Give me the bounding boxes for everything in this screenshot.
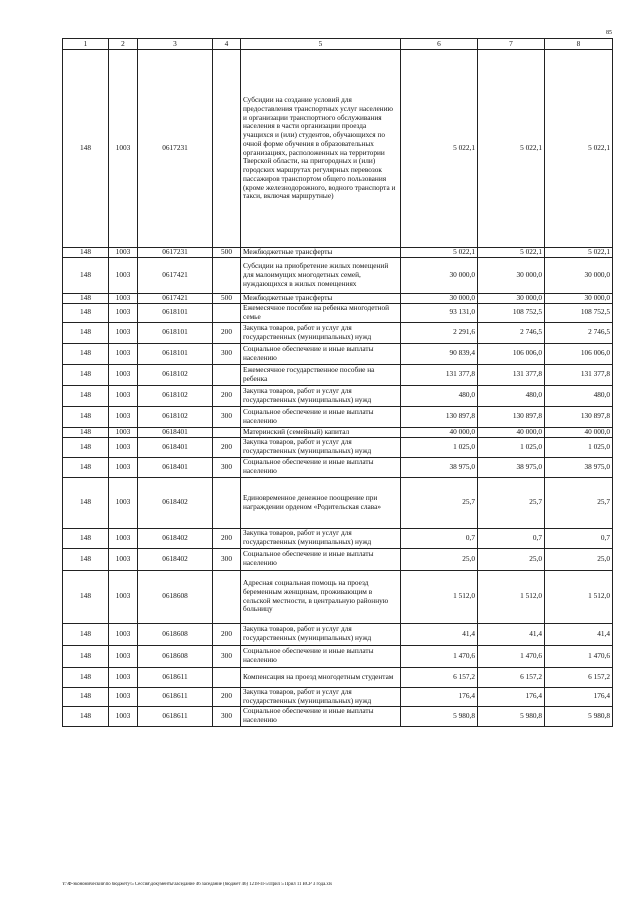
cell-value-7: 41,4 [478, 623, 545, 645]
cell-value-6: 131 377,8 [401, 364, 478, 385]
cell-expense-type: 200 [213, 687, 241, 706]
cell-description: Субсидии на создание условий для предоставления транспортных услуг населению и организации транспортного обслуживания населения в части организации проезда учащихся и (или) студентов, обучающихся по очной форме обучения в образовательных организациях, расположенных на территории Тверской области, на пригородных и (или) городских маршрутах регулярных перевозок пассажиров транспортом общего пользования (кроме железнодорожного, водного транспорта и такси, включая маршрутные) [241, 50, 401, 248]
table-row [63, 248, 613, 258]
cell-admin-code: 148 [63, 343, 109, 364]
cell-value-6: 1 025,0 [401, 437, 478, 457]
cell-description: Закупка товаров, работ и услуг для государственных (муниципальных) нужд [241, 528, 401, 548]
cell-target-code: 0618611 [138, 687, 213, 706]
cell-value-6: 130 897,8 [401, 406, 478, 427]
cell-admin-code: 148 [63, 385, 109, 406]
cell-admin-code: 148 [63, 437, 109, 457]
cell-value-8: 176,4 [545, 687, 613, 706]
col-header: 2 [109, 39, 138, 50]
table-row [63, 477, 613, 528]
table-row [63, 427, 613, 437]
cell-description: Социальное обеспечение и иные выплаты населению [241, 548, 401, 570]
col-header: 5 [241, 39, 401, 50]
cell-description: Закупка товаров, работ и услуг для государственных (муниципальных) нужд [241, 385, 401, 406]
cell-value-6: 2 291,6 [401, 322, 478, 343]
table-row [63, 706, 613, 726]
cell-value-7: 5 980,8 [478, 706, 545, 726]
cell-expense-type: 300 [213, 645, 241, 667]
cell-target-code: 0618102 [138, 385, 213, 406]
cell-description: Компенсация на проезд многодетным студентам [241, 667, 401, 687]
cell-description: Единовременное денежное поощрение при награждении орденом «Родительская слава» [241, 477, 401, 528]
cell-description: Социальное обеспечение и иные выплаты населению [241, 645, 401, 667]
cell-section-code: 1003 [109, 343, 138, 364]
cell-target-code: 0618611 [138, 667, 213, 687]
cell-value-8: 25,7 [545, 477, 613, 528]
cell-description: Адресная социальная помощь на проезд беременным женщинам, проживающим в сельской местности, в центральную районную больницу [241, 570, 401, 623]
cell-value-7: 5 022,1 [478, 248, 545, 258]
cell-expense-type [213, 258, 241, 294]
table-row [63, 645, 613, 667]
cell-expense-type: 300 [213, 706, 241, 726]
cell-section-code: 1003 [109, 645, 138, 667]
cell-expense-type: 500 [213, 294, 241, 304]
cell-value-7: 176,4 [478, 687, 545, 706]
cell-value-8: 130 897,8 [545, 406, 613, 427]
cell-target-code: 0617231 [138, 50, 213, 248]
cell-description: Закупка товаров, работ и услуг для государственных (муниципальных) нужд [241, 437, 401, 457]
cell-value-6: 176,4 [401, 687, 478, 706]
cell-expense-type: 200 [213, 623, 241, 645]
cell-value-8: 106 006,0 [545, 343, 613, 364]
table-row [63, 667, 613, 687]
cell-value-7: 480,0 [478, 385, 545, 406]
cell-target-code: 0618401 [138, 427, 213, 437]
cell-expense-type [213, 570, 241, 623]
cell-value-7: 131 377,8 [478, 364, 545, 385]
cell-expense-type: 200 [213, 385, 241, 406]
cell-value-7: 0,7 [478, 528, 545, 548]
cell-value-8: 5 980,8 [545, 706, 613, 726]
cell-value-6: 1 470,6 [401, 645, 478, 667]
cell-admin-code: 148 [63, 477, 109, 528]
cell-target-code: 0618402 [138, 528, 213, 548]
cell-value-7: 5 022,1 [478, 50, 545, 248]
cell-target-code: 0617231 [138, 248, 213, 258]
cell-target-code: 0618608 [138, 570, 213, 623]
cell-value-8: 38 975,0 [545, 457, 613, 477]
cell-value-8: 108 752,5 [545, 304, 613, 323]
cell-value-8: 131 377,8 [545, 364, 613, 385]
cell-description: Ежемесячное пособие на ребенка многодетной семье [241, 304, 401, 323]
cell-description: Социальное обеспечение и иные выплаты населению [241, 706, 401, 726]
table-row [63, 343, 613, 364]
table-row [63, 50, 613, 248]
cell-value-6: 480,0 [401, 385, 478, 406]
cell-value-8: 5 022,1 [545, 50, 613, 248]
cell-admin-code: 148 [63, 258, 109, 294]
cell-target-code: 0618401 [138, 457, 213, 477]
cell-value-6: 5 022,1 [401, 50, 478, 248]
cell-admin-code: 148 [63, 706, 109, 726]
cell-admin-code: 148 [63, 50, 109, 248]
cell-expense-type [213, 667, 241, 687]
col-header: 8 [545, 39, 613, 50]
cell-expense-type [213, 364, 241, 385]
cell-value-7: 30 000,0 [478, 258, 545, 294]
table-row [63, 528, 613, 548]
cell-value-6: 0,7 [401, 528, 478, 548]
cell-admin-code: 148 [63, 623, 109, 645]
cell-description: Субсидии на приобретение жилых помещений для малоимущих многодетных семей, нуждающихся в жилых помещениях [241, 258, 401, 294]
cell-admin-code: 148 [63, 304, 109, 323]
cell-value-6: 38 975,0 [401, 457, 478, 477]
table-row [63, 687, 613, 706]
cell-admin-code: 148 [63, 528, 109, 548]
cell-expense-type: 300 [213, 406, 241, 427]
col-header: 4 [213, 39, 241, 50]
cell-target-code: 0617421 [138, 294, 213, 304]
cell-value-7: 130 897,8 [478, 406, 545, 427]
cell-target-code: 0618402 [138, 477, 213, 528]
cell-section-code: 1003 [109, 528, 138, 548]
table-row [63, 437, 613, 457]
cell-section-code: 1003 [109, 548, 138, 570]
cell-value-8: 2 746,5 [545, 322, 613, 343]
cell-target-code: 0618611 [138, 706, 213, 726]
cell-admin-code: 148 [63, 427, 109, 437]
table-row [63, 623, 613, 645]
cell-section-code: 1003 [109, 258, 138, 294]
cell-description: Межбюджетные трансферты [241, 248, 401, 258]
cell-description: Материнский (семейный) капитал [241, 427, 401, 437]
cell-admin-code: 148 [63, 687, 109, 706]
cell-description: Закупка товаров, работ и услуг для государственных (муниципальных) нужд [241, 322, 401, 343]
cell-section-code: 1003 [109, 364, 138, 385]
cell-expense-type: 200 [213, 322, 241, 343]
cell-admin-code: 148 [63, 570, 109, 623]
cell-value-8: 1 470,6 [545, 645, 613, 667]
cell-section-code: 1003 [109, 570, 138, 623]
col-header: 6 [401, 39, 478, 50]
cell-target-code: 0618101 [138, 304, 213, 323]
table-row [63, 322, 613, 343]
cell-value-8: 0,7 [545, 528, 613, 548]
table-row [63, 304, 613, 323]
cell-admin-code: 148 [63, 322, 109, 343]
cell-expense-type: 500 [213, 248, 241, 258]
cell-section-code: 1003 [109, 294, 138, 304]
cell-section-code: 1003 [109, 687, 138, 706]
cell-value-7: 25,7 [478, 477, 545, 528]
cell-target-code: 0618402 [138, 548, 213, 570]
cell-section-code: 1003 [109, 322, 138, 343]
cell-value-8: 6 157,2 [545, 667, 613, 687]
cell-value-7: 108 752,5 [478, 304, 545, 323]
cell-expense-type: 200 [213, 437, 241, 457]
cell-section-code: 1003 [109, 427, 138, 437]
cell-target-code: 0618102 [138, 406, 213, 427]
table-row [63, 364, 613, 385]
cell-description: Ежемесячное государственное пособие на ребенка [241, 364, 401, 385]
cell-value-7: 40 000,0 [478, 427, 545, 437]
cell-target-code: 0618608 [138, 645, 213, 667]
cell-expense-type [213, 304, 241, 323]
table-row [63, 570, 613, 623]
cell-section-code: 1003 [109, 406, 138, 427]
cell-admin-code: 148 [63, 667, 109, 687]
cell-admin-code: 148 [63, 294, 109, 304]
cell-section-code: 1003 [109, 706, 138, 726]
cell-expense-type: 300 [213, 343, 241, 364]
table-row [63, 258, 613, 294]
cell-value-7: 1 512,0 [478, 570, 545, 623]
cell-value-7: 1 470,6 [478, 645, 545, 667]
cell-value-8: 1 025,0 [545, 437, 613, 457]
col-header: 3 [138, 39, 213, 50]
cell-value-8: 30 000,0 [545, 258, 613, 294]
table-row [63, 294, 613, 304]
cell-value-6: 5 022,1 [401, 248, 478, 258]
cell-admin-code: 148 [63, 406, 109, 427]
cell-value-7: 30 000,0 [478, 294, 545, 304]
header-row [63, 39, 613, 50]
col-header: 1 [63, 39, 109, 50]
cell-target-code: 0617421 [138, 258, 213, 294]
cell-admin-code: 148 [63, 645, 109, 667]
cell-section-code: 1003 [109, 667, 138, 687]
cell-value-8: 41,4 [545, 623, 613, 645]
cell-value-8: 1 512,0 [545, 570, 613, 623]
cell-value-6: 25,7 [401, 477, 478, 528]
cell-value-8: 5 022,1 [545, 248, 613, 258]
cell-section-code: 1003 [109, 304, 138, 323]
cell-target-code: 0618401 [138, 437, 213, 457]
cell-expense-type [213, 427, 241, 437]
cell-value-7: 1 025,0 [478, 437, 545, 457]
cell-expense-type: 300 [213, 457, 241, 477]
cell-description: Закупка товаров, работ и услуг для государственных (муниципальных) нужд [241, 623, 401, 645]
cell-value-6: 25,0 [401, 548, 478, 570]
cell-target-code: 0618101 [138, 322, 213, 343]
table-row [63, 457, 613, 477]
cell-target-code: 0618608 [138, 623, 213, 645]
cell-section-code: 1003 [109, 437, 138, 457]
cell-value-7: 25,0 [478, 548, 545, 570]
cell-value-6: 41,4 [401, 623, 478, 645]
table-row [63, 406, 613, 427]
cell-expense-type [213, 50, 241, 248]
cell-value-6: 1 512,0 [401, 570, 478, 623]
cell-admin-code: 148 [63, 364, 109, 385]
cell-section-code: 1003 [109, 477, 138, 528]
cell-expense-type: 200 [213, 528, 241, 548]
cell-description: Социальное обеспечение и иные выплаты населению [241, 406, 401, 427]
cell-value-7: 38 975,0 [478, 457, 545, 477]
cell-section-code: 1003 [109, 50, 138, 248]
cell-value-8: 25,0 [545, 548, 613, 570]
page-number: 85 [606, 30, 612, 36]
cell-expense-type: 300 [213, 548, 241, 570]
cell-target-code: 0618102 [138, 364, 213, 385]
cell-section-code: 1003 [109, 248, 138, 258]
cell-description: Межбюджетные трансферты [241, 294, 401, 304]
cell-value-8: 30 000,0 [545, 294, 613, 304]
cell-value-6: 6 157,2 [401, 667, 478, 687]
cell-section-code: 1003 [109, 457, 138, 477]
cell-value-7: 106 006,0 [478, 343, 545, 364]
cell-value-6: 30 000,0 [401, 258, 478, 294]
table-row [63, 385, 613, 406]
cell-admin-code: 148 [63, 457, 109, 477]
cell-value-6: 93 131,0 [401, 304, 478, 323]
cell-value-6: 90 839,4 [401, 343, 478, 364]
cell-value-7: 2 746,5 [478, 322, 545, 343]
cell-value-8: 480,0 [545, 385, 613, 406]
table-row [63, 548, 613, 570]
cell-value-6: 5 980,8 [401, 706, 478, 726]
cell-value-6: 30 000,0 [401, 294, 478, 304]
footer-file-path: Y:\Ф-экономический\по бюджету\5 Сессия\документы\заседание 46 заседание (бюджет 46) 1218-П-5\Прил 5 Прил 11 ВСР 3 года.xls [62, 882, 332, 887]
cell-value-7: 6 157,2 [478, 667, 545, 687]
cell-target-code: 0618101 [138, 343, 213, 364]
cell-value-8: 40 000,0 [545, 427, 613, 437]
cell-value-6: 40 000,0 [401, 427, 478, 437]
cell-expense-type [213, 477, 241, 528]
cell-description: Закупка товаров, работ и услуг для государственных (муниципальных) нужд [241, 687, 401, 706]
cell-admin-code: 148 [63, 548, 109, 570]
budget-table [62, 38, 613, 727]
col-header: 7 [478, 39, 545, 50]
table-body [63, 50, 613, 727]
cell-description: Социальное обеспечение и иные выплаты населению [241, 343, 401, 364]
cell-description: Социальное обеспечение и иные выплаты населению [241, 457, 401, 477]
cell-section-code: 1003 [109, 385, 138, 406]
cell-section-code: 1003 [109, 623, 138, 645]
cell-admin-code: 148 [63, 248, 109, 258]
